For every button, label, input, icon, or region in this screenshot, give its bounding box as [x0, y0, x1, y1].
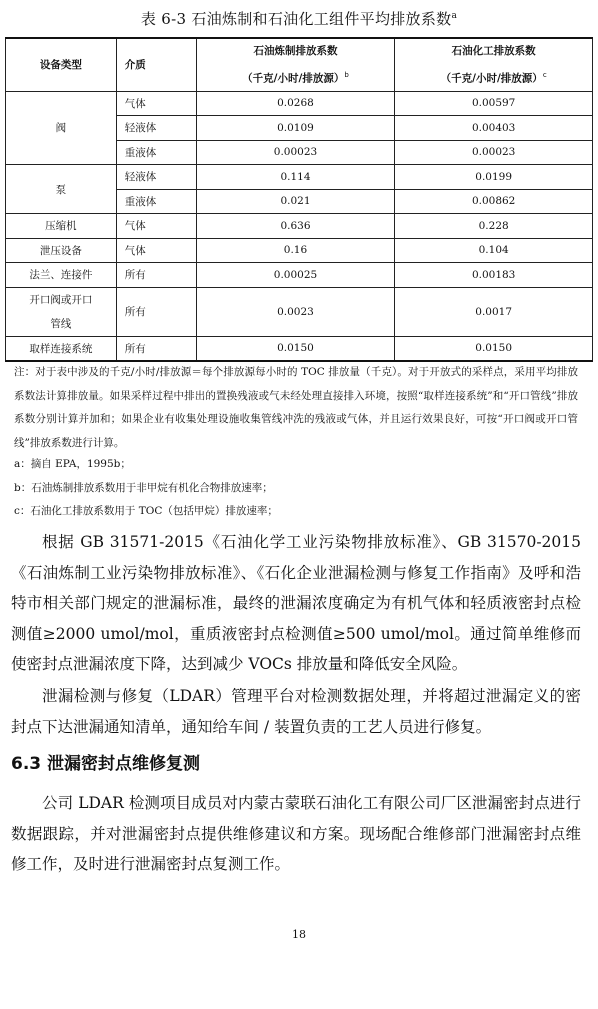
device-cell — [6, 287, 117, 336]
device-cell: 泄压设备 — [6, 238, 117, 263]
chemical-value: 0.0017 — [395, 287, 593, 336]
table-row — [6, 214, 593, 239]
medium-cell: 重液体 — [116, 189, 196, 214]
chemical-value: 0.228 — [395, 214, 593, 239]
header-chemical-unit-line — [395, 63, 592, 91]
chemical-value: 0.0150 — [395, 336, 593, 361]
refining-value: 0.16 — [196, 238, 395, 263]
device-cell: 压缩机 — [6, 214, 117, 239]
medium-cell: 所有 — [116, 336, 196, 361]
medium-cell: 气体 — [116, 214, 196, 239]
device-cell: 泵 — [6, 165, 117, 214]
device-cell-line-2: 管线 — [50, 317, 72, 330]
device-cell: 阀 — [6, 91, 117, 165]
medium-cell: 气体 — [116, 91, 196, 116]
body-paragraph: 公司 LDAR 检测项目成员对内蒙古蒙联石油化工有限公司厂区泄漏密封点进行数据跟踪，并对泄漏密封点提供维修建议和方案。现场配合维修部门泄漏密封点维修工作，及时进行泄漏密封点复测工作。 — [11, 794, 581, 873]
table-row — [6, 165, 593, 190]
refining-value: 0.021 — [196, 189, 395, 214]
table-row — [6, 263, 593, 288]
chemical-value: 0.00403 — [395, 116, 593, 141]
table-row — [6, 336, 593, 361]
medium-cell: 轻液体 — [116, 165, 196, 190]
medium-cell: 气体 — [116, 238, 196, 263]
caption-text: 表 6-3 石油炼制和石油化工组件平均排放系数 — [140, 10, 452, 28]
header-chemical-footnote: c — [542, 71, 547, 79]
table-header-row — [6, 38, 593, 91]
device-cell: 法兰、连接件 — [6, 263, 117, 288]
medium-cell: 所有 — [116, 287, 196, 336]
chemical-value: 0.00023 — [395, 140, 593, 165]
chemical-value: 0.0199 — [395, 165, 593, 190]
refining-value: 0.0023 — [196, 287, 395, 336]
table-row — [6, 287, 593, 336]
header-refining-unit-line — [197, 63, 395, 91]
refining-value: 0.636 — [196, 214, 395, 239]
table-row — [6, 91, 593, 116]
medium-cell: 轻液体 — [116, 116, 196, 141]
chemical-value: 0.00183 — [395, 263, 593, 288]
header-refining-unit: （千克/小时/排放源） — [242, 72, 345, 85]
chemical-value: 0.00597 — [395, 91, 593, 116]
emission-factor-table — [5, 37, 593, 362]
chemical-value: 0.00862 — [395, 189, 593, 214]
header-refining-footnote: b — [344, 71, 349, 79]
medium-cell: 所有 — [116, 263, 196, 288]
header-device-type: 设备类型 — [6, 38, 117, 91]
refining-value: 0.114 — [196, 165, 395, 190]
section-heading: 6.3 泄漏密封点维修复测 — [11, 754, 201, 774]
page-number: 18 — [292, 928, 306, 941]
refining-value: 0.0150 — [196, 336, 395, 361]
chemical-value: 0.104 — [395, 238, 593, 263]
caption-footnote-mark: a — [451, 11, 458, 21]
footnote-c: c：石油化工排放系数用于 TOC（包括甲烷）排放速率； — [14, 505, 278, 517]
header-refining — [196, 38, 395, 91]
header-chemical-unit: （千克/小时/排放源） — [440, 72, 543, 85]
table-row — [6, 238, 593, 263]
header-chemical-title: 石油化工排放系数 — [451, 45, 536, 57]
body-paragraph: 泄漏检测与修复（LDAR）管理平台对检测数据处理，并将超过泄漏定义的密封点下达泄漏通知清单，通知给车间 / 装置负责的工艺人员进行修复。 — [11, 687, 581, 736]
header-medium: 介质 — [116, 38, 196, 91]
header-chemical — [395, 38, 593, 91]
medium-cell: 重液体 — [116, 140, 196, 165]
footnote-a: a：摘自 EPA，1995b； — [14, 458, 131, 470]
refining-value: 0.00023 — [196, 140, 395, 165]
refining-value: 0.0268 — [196, 91, 395, 116]
device-cell: 取样连接系统 — [6, 336, 117, 361]
refining-value: 0.0109 — [196, 116, 395, 141]
header-refining-title: 石油炼制排放系数 — [253, 45, 338, 57]
table-note: 注：对于表中涉及的千克/小时/排放源＝每个排放源每小时的 TOC 排放量（千克）。对于开放式的采样点，采用平均排放系数法计算排放量。如果采样过程中排出的置换残液或气未经处理直接排入环境，按照“取样连接系统”和“开口管线”排放系数分别计算并加和；如果企业有收集处理设施收集管线冲洗的残液或气体，并且运行效果良好，可按“开口阀或开口管线”排放系数进行计算。 — [14, 366, 578, 449]
refining-value: 0.00025 — [196, 263, 395, 288]
device-cell-line-1: 开口阀或开口 — [29, 293, 93, 306]
footnote-b: b：石油炼制排放系数用于非甲烷有机化合物排放速率； — [14, 482, 273, 494]
body-paragraph: 根据 GB 31571-2015《石油化学工业污染物排放标准》、GB 31570-2015《石油炼制工业污染物排放标准》、《石化企业泄漏检测与修复工作指南》及呼和浩特市相关部门规定的泄漏标准，最终的泄漏浓度确定为有机气体和轻质液密封点检测值≥2000 umol/mol，重质液密封点检测值≥500 umol/mol。通过简单维修而使密封点泄漏浓度下降，达到减少 VOCs 排放量和降低安全风险。 — [11, 533, 581, 673]
table-caption — [0, 8, 598, 29]
